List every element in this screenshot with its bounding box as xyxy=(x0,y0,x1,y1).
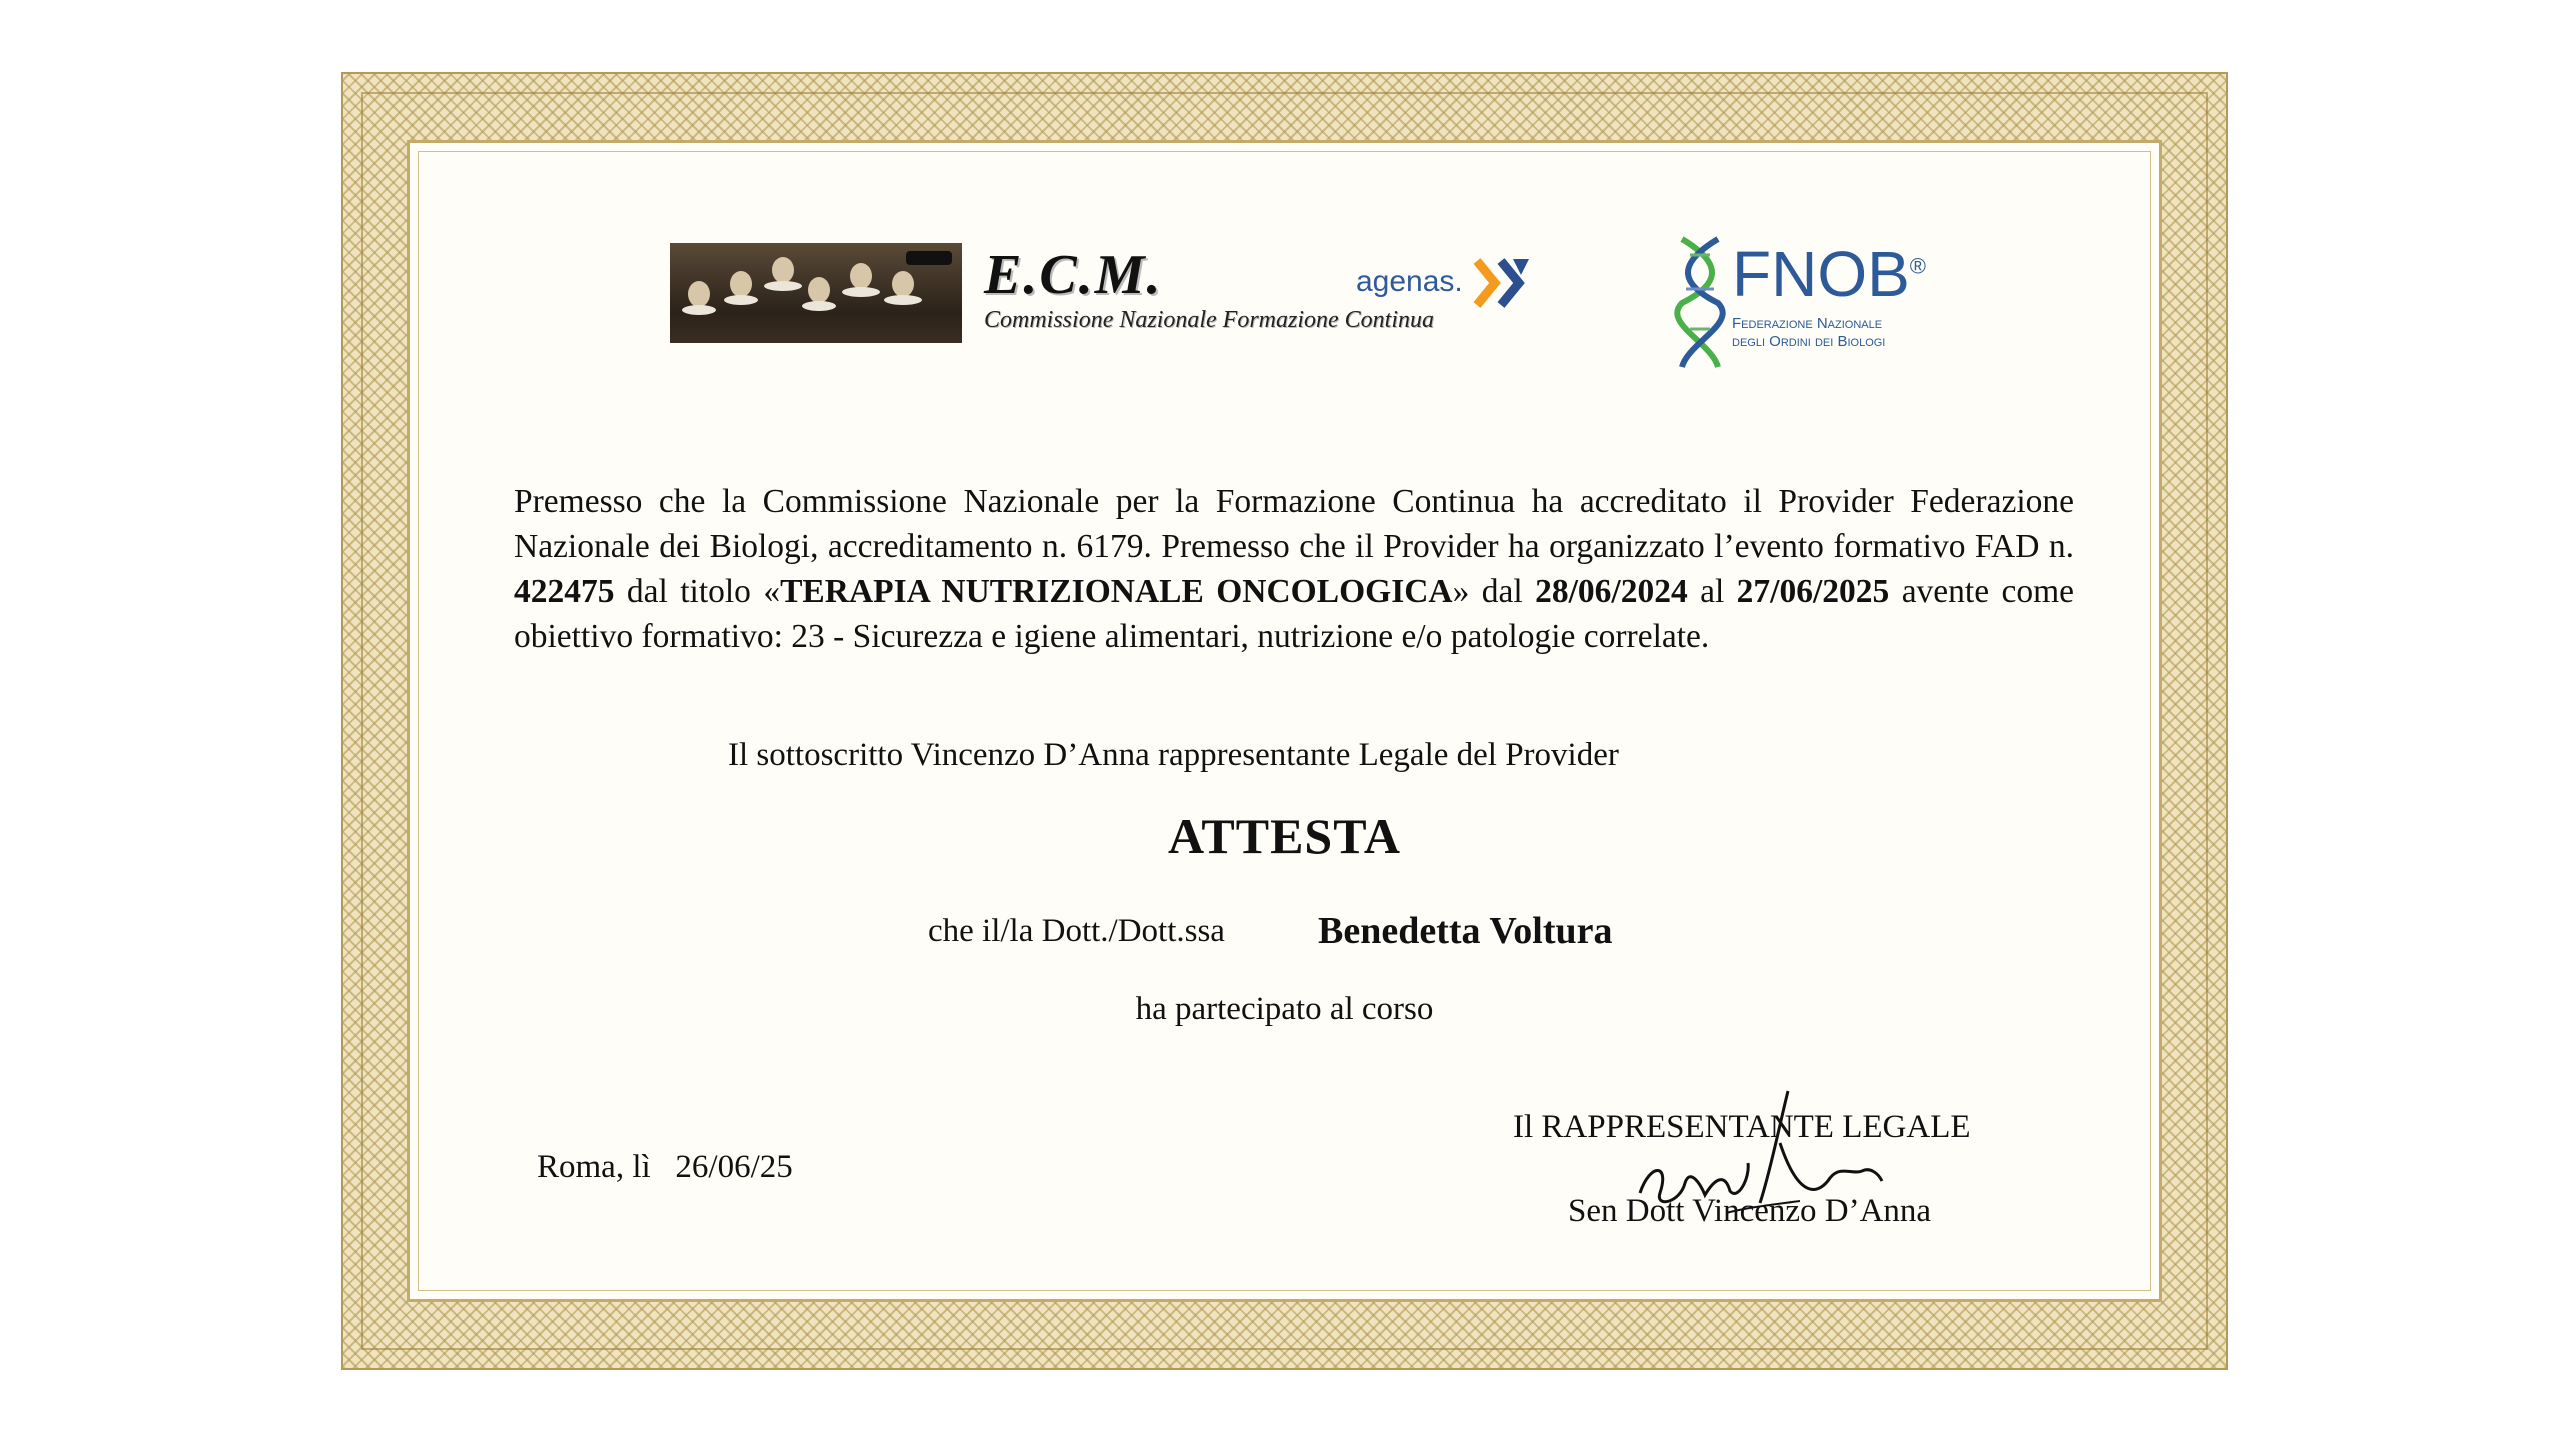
certificate-border xyxy=(341,72,2228,1370)
agenas-logo xyxy=(1356,255,1533,311)
attesta-heading: ATTESTA xyxy=(1167,808,1401,864)
place-label: Roma, lì xyxy=(537,1149,651,1185)
agenas-mark-icon xyxy=(1473,255,1533,311)
che-label: che il/la Dott./Dott.ssa xyxy=(928,913,1225,949)
accreditation-paragraph: Premesso che la Commissione Nazionale per la Formazione Continua ha accreditato il Provider Federazione Nazionale dei Biologi, accreditamento n. 6179. Premesso che il Provider ha organizzato l’evento formativo FAD n. 422475 dal titolo «TERAPIA NUTRIZIONALE ONCOLOGICA» dal 28/06/2024 al 27/06/2025 avente come obiettivo formativo: 23 - Sicurezza e igiene alimentari, nutrizione e/o patologie correlate. xyxy=(514,483,2075,655)
handwritten-signature xyxy=(1630,1083,1890,1243)
certificate-inner xyxy=(407,140,2162,1302)
event-title: TERAPIA NUTRIZIONALE ONCOLOGICA xyxy=(780,573,1453,610)
event-number: 422475 xyxy=(514,573,615,610)
fnob-subtitle xyxy=(1732,315,1885,351)
legal-representative-role: Il RAPPRESENTANTE LEGALE xyxy=(1513,1109,1971,1145)
ecm-subtitle: Commissione Nazionale Formazione Continua xyxy=(984,307,1435,333)
date-to: 27/06/2025 xyxy=(1736,573,1890,610)
ecm-title: E.C.M. xyxy=(984,244,1163,306)
participated-text: ha partecipato al corso xyxy=(1135,991,1434,1027)
fnob-sub-line2: degli Ordini dei Biologi xyxy=(1732,333,1886,350)
ecm-painting-logo xyxy=(670,243,962,343)
fnob-sub-line1: Federazione Nazionale xyxy=(1732,315,1883,332)
place-date xyxy=(537,1149,793,1186)
undersigned-statement: Il sottoscritto Vincenzo D’Anna rappresentante Legale del Provider xyxy=(728,737,1619,773)
participant-name: Benedetta Voltura xyxy=(1318,910,1613,952)
signer-name: Sen Dott Vincenzo D’Anna xyxy=(1568,1193,1932,1229)
agenas-label: agenas. xyxy=(1356,264,1463,298)
issue-date: 26/06/25 xyxy=(675,1149,793,1185)
fnob-logo-text: FNOB® xyxy=(1732,238,1926,310)
dna-helix-icon xyxy=(1672,233,1728,373)
date-from: 28/06/2024 xyxy=(1535,573,1688,610)
